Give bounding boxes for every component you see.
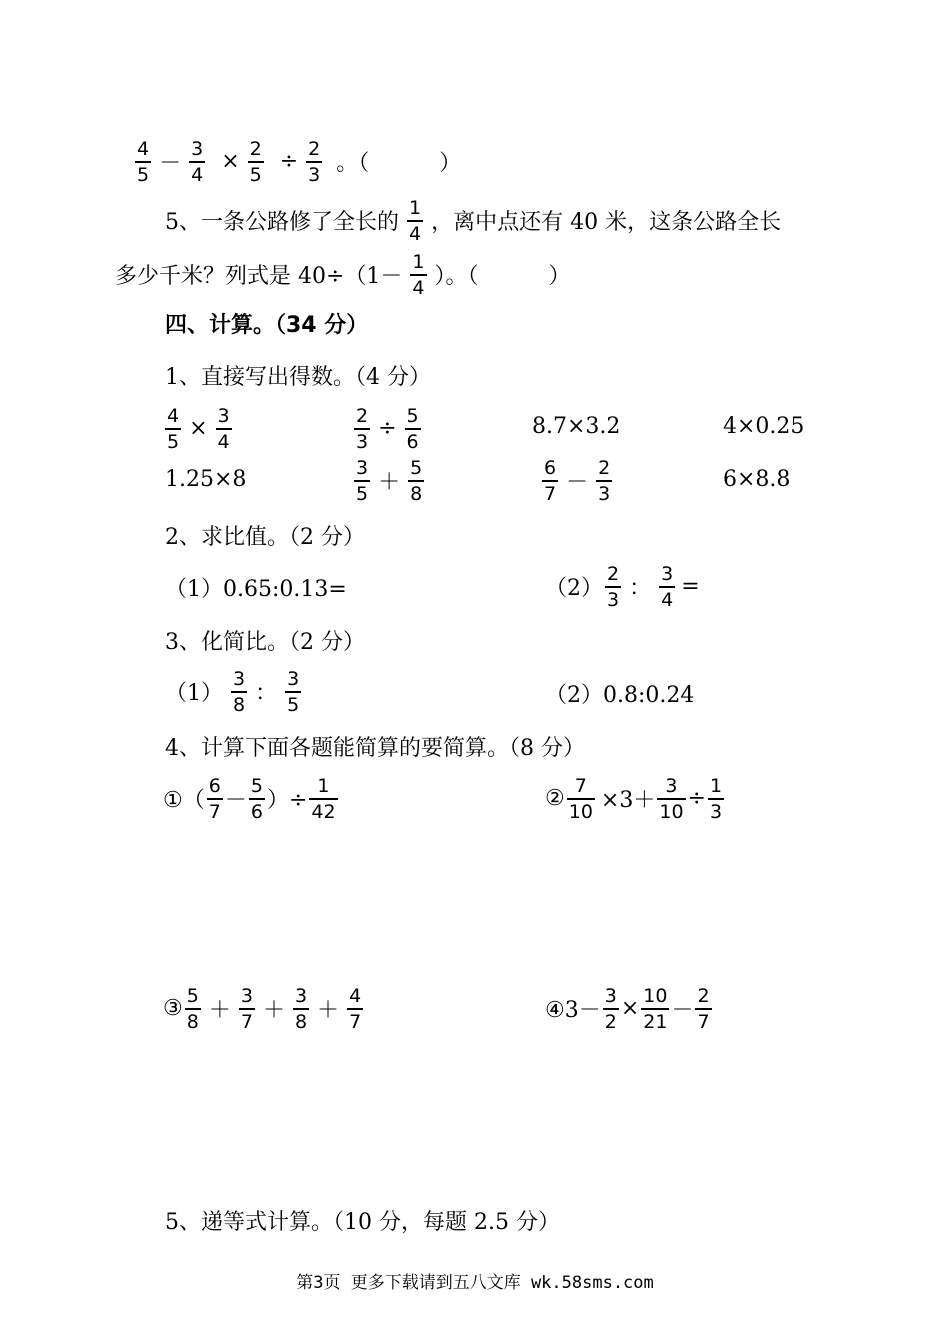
- expression-2: ② $\frac{7}{10}$ ×3＋ $\frac{3}{10}$ ÷ $\frac{1}{3}$: [545, 775, 723, 823]
- q5-line-1: 5、一条公路修了全长的 $\frac{1}{4}$ ，离中点还有 40 米，这条公路全长: [165, 197, 782, 245]
- part2-title: 2、求比值。（2 分）: [165, 525, 365, 550]
- fraction: $\frac{3}{4}$: [661, 563, 674, 611]
- fraction: $\frac{1}{4}$: [409, 197, 422, 245]
- fraction: $\frac{3}{7}$: [240, 985, 253, 1033]
- part4-title: 4、计算下面各题能简算的要简算。（8 分）: [165, 736, 585, 761]
- simplify-item: （1） $\frac{3}{8}$ ： $\frac{3}{5}$: [165, 668, 300, 716]
- expression-3: ③ $\frac{5}{8}$ ＋ $\frac{3}{7}$ ＋ $\frac{3}{8}$ ＋ $\frac{4}{7}$: [163, 985, 362, 1033]
- fraction: $\frac{3}{5}$: [356, 457, 369, 505]
- fraction: $\frac{2}{3}$: [607, 563, 620, 611]
- fraction: $\frac{5}{8}$: [186, 985, 199, 1033]
- ratio-item: （1）0.65:0.13=: [165, 577, 347, 602]
- fraction: $\frac{3}{10}$: [659, 775, 684, 823]
- fraction: $\frac{2}{7}$: [697, 985, 710, 1033]
- fraction: $\frac{4}{5}$: [137, 138, 150, 186]
- simplify-item: （2）0.8:0.24: [545, 683, 695, 708]
- fraction: $\frac{2}{3}$: [356, 405, 369, 453]
- answer-blank: ）。（ ）: [434, 264, 571, 290]
- fraction: $\frac{5}{6}$: [250, 775, 263, 823]
- fraction: $\frac{1}{3}$: [709, 775, 723, 823]
- calc-item: $\frac{2}{3}$ ÷ $\frac{5}{6}$: [356, 405, 419, 453]
- calc-item: $\frac{3}{5}$ ＋ $\frac{5}{8}$: [356, 457, 423, 505]
- fraction: $\frac{3}{5}$: [287, 668, 300, 716]
- fraction: $\frac{3}{8}$: [233, 668, 246, 716]
- calc-item: $\frac{4}{5}$ × $\frac{3}{4}$: [167, 405, 230, 453]
- fraction: $\frac{1}{4}$: [412, 251, 425, 299]
- calc-item: 8.7×3.2: [532, 414, 621, 439]
- fraction: $\frac{2}{3}$: [308, 138, 321, 186]
- fraction: $\frac{3}{4}$: [217, 405, 230, 453]
- part3-title: 3、化简比。（2 分）: [165, 630, 365, 655]
- answer-blank: 。（ ）: [336, 151, 462, 177]
- fraction: $\frac{5}{6}$: [406, 405, 419, 453]
- calc-item: 4×0.25: [723, 414, 805, 439]
- part1-title: 1、直接写出得数。（4 分）: [165, 365, 431, 390]
- fraction: $\frac{1}{42}$: [311, 775, 336, 823]
- fraction: $\frac{6}{7}$: [544, 457, 557, 505]
- calc-item: 1.25×8: [165, 467, 247, 492]
- q4-expression-line: $\frac{4}{5}$ － $\frac{3}{4}$ × $\frac{2}{5}$ ÷ $\frac{2}{3}$ 。（ ）: [137, 138, 462, 186]
- page-footer: 第3页 更多下载请到五八文库 wk.58sms.com: [296, 1273, 654, 1293]
- fraction: $\frac{3}{4}$: [191, 138, 204, 186]
- part5-title: 5、递等式计算。（10 分，每题 2.5 分）: [165, 1210, 560, 1235]
- expression-4: ④3－ $\frac{3}{2}$ × $\frac{10}{21}$ － $\frac{2}{7}$: [545, 985, 710, 1033]
- fraction: $\frac{10}{21}$: [643, 985, 668, 1033]
- fraction: $\frac{4}{7}$: [349, 985, 362, 1033]
- fraction: $\frac{5}{8}$: [410, 457, 423, 505]
- fraction: $\frac{6}{7}$: [208, 775, 221, 823]
- fraction: $\frac{4}{5}$: [167, 405, 180, 453]
- calc-item: 6×8.8: [723, 467, 791, 492]
- ratio-item: （2） $\frac{2}{3}$ ： $\frac{3}{4}$ =: [545, 563, 700, 611]
- section-heading: 四、计算。（34 分）: [165, 313, 369, 338]
- q5-line-2: 多少千米？列式是 40÷（1－ $\frac{1}{4}$ ）。（ ）: [115, 251, 571, 299]
- fraction: $\frac{3}{8}$: [294, 985, 308, 1033]
- fraction: $\frac{7}{10}$: [568, 775, 593, 823]
- calc-item: $\frac{6}{7}$ － $\frac{2}{3}$: [544, 457, 611, 505]
- fraction: $\frac{3}{2}$: [604, 985, 617, 1033]
- expression-1: ①（ $\frac{6}{7}$ － $\frac{5}{6}$ ）÷ $\frac{1}{42}$: [163, 775, 336, 823]
- fraction: $\frac{2}{3}$: [598, 457, 611, 505]
- fraction: $\frac{2}{5}$: [249, 138, 262, 186]
